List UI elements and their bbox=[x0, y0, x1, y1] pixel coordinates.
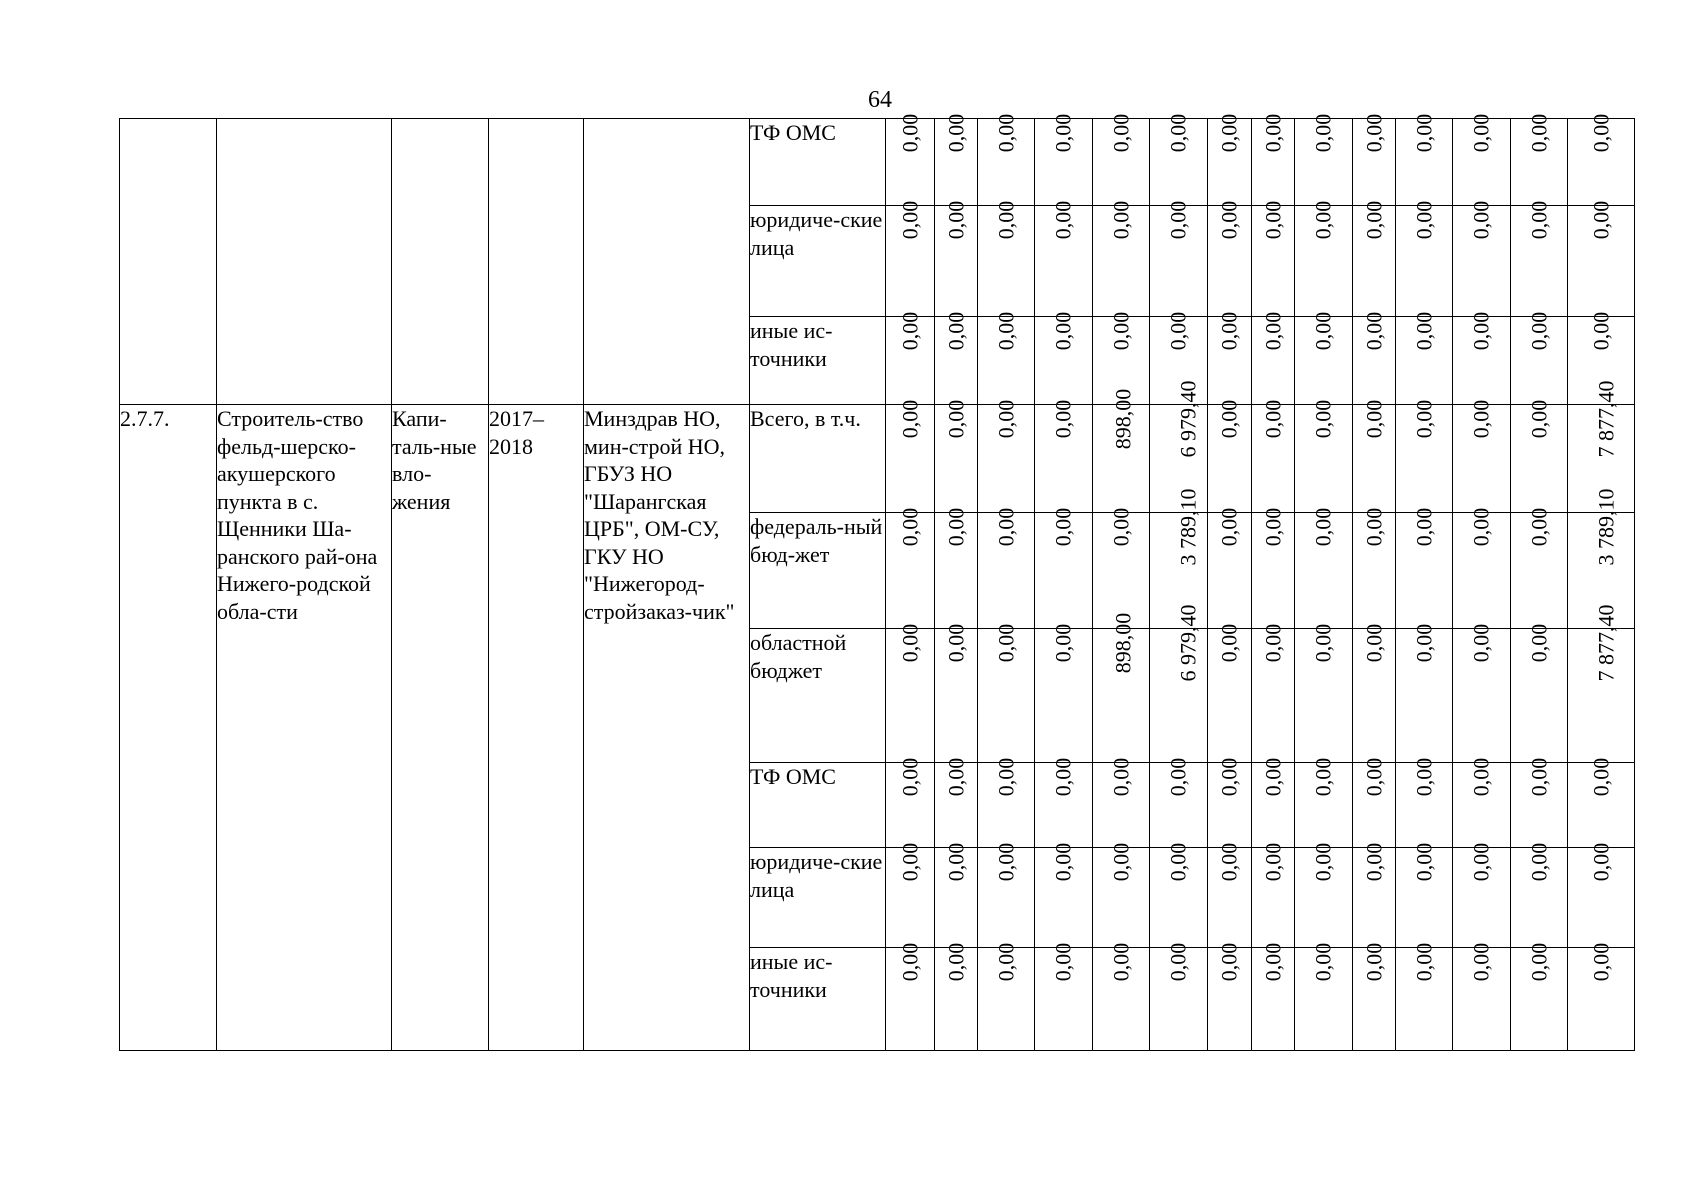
value-cell: 0,00 bbox=[978, 763, 1035, 848]
value-cell: 0,00 bbox=[1353, 405, 1396, 513]
value-cell: 6 979,40 bbox=[1150, 629, 1208, 763]
value-cell: 0,00 bbox=[1035, 848, 1093, 948]
value-cell: 0,00 bbox=[1093, 513, 1150, 629]
value-cell: 0,00 bbox=[1453, 119, 1511, 206]
value-cell: 0,00 bbox=[1208, 317, 1252, 405]
value-cell: 0,00 bbox=[1093, 948, 1150, 1051]
value-cell: 0,00 bbox=[1353, 948, 1396, 1051]
source-cell: Всего, в т.ч. bbox=[750, 405, 886, 513]
value-cell: 0,00 bbox=[1295, 317, 1353, 405]
value-cell: 0,00 bbox=[1511, 119, 1568, 206]
value-cell: 0,00 bbox=[1150, 948, 1208, 1051]
value-cell: 0,00 bbox=[1252, 317, 1295, 405]
value-cell: 0,00 bbox=[1208, 119, 1252, 206]
value-cell: 0,00 bbox=[935, 405, 978, 513]
value-cell: 0,00 bbox=[1093, 317, 1150, 405]
value-cell: 0,00 bbox=[1396, 119, 1453, 206]
value-cell: 0,00 bbox=[1252, 629, 1295, 763]
value-cell: 0,00 bbox=[1252, 405, 1295, 513]
item-name: Строитель-ство фельд-шерско-акушерского пункта в с. Щенники Ша-ранского рай-она Нижего-родской обла-сти bbox=[217, 405, 392, 1051]
value-cell: 6 979,40 bbox=[1150, 405, 1208, 513]
value-cell: 0,00 bbox=[1511, 317, 1568, 405]
value-cell: 3 789,10 bbox=[1568, 513, 1635, 629]
value-cell: 0,00 bbox=[1035, 206, 1093, 317]
value-cell: 0,00 bbox=[1035, 629, 1093, 763]
value-cell: 0,00 bbox=[1568, 948, 1635, 1051]
value-cell: 0,00 bbox=[1353, 629, 1396, 763]
value-cell: 0,00 bbox=[1396, 317, 1453, 405]
value-cell: 0,00 bbox=[978, 119, 1035, 206]
value-cell: 0,00 bbox=[1353, 317, 1396, 405]
value-cell: 0,00 bbox=[978, 948, 1035, 1051]
value-cell: 0,00 bbox=[935, 513, 978, 629]
value-cell: 0,00 bbox=[1150, 206, 1208, 317]
value-cell: 0,00 bbox=[886, 513, 935, 629]
source-cell: иные ис-точники bbox=[750, 948, 886, 1051]
value-cell: 0,00 bbox=[1093, 848, 1150, 948]
value-cell: 0,00 bbox=[935, 206, 978, 317]
value-cell: 0,00 bbox=[978, 513, 1035, 629]
value-cell: 0,00 bbox=[1252, 119, 1295, 206]
empty-cell bbox=[489, 119, 584, 405]
value-cell: 0,00 bbox=[886, 119, 935, 206]
value-cell: 0,00 bbox=[1295, 206, 1353, 317]
source-cell: ТФ ОМС bbox=[750, 119, 886, 206]
value-cell: 0,00 bbox=[1252, 848, 1295, 948]
source-cell: областной бюджет bbox=[750, 629, 886, 763]
value-cell: 0,00 bbox=[1453, 206, 1511, 317]
value-cell: 0,00 bbox=[1511, 513, 1568, 629]
value-cell: 0,00 bbox=[1035, 513, 1093, 629]
value-cell: 0,00 bbox=[1396, 513, 1453, 629]
value-cell: 0,00 bbox=[1396, 206, 1453, 317]
value-cell: 0,00 bbox=[1511, 405, 1568, 513]
value-cell: 0,00 bbox=[935, 848, 978, 948]
value-cell: 0,00 bbox=[1568, 848, 1635, 948]
value-cell: 3 789,10 bbox=[1150, 513, 1208, 629]
value-cell: 0,00 bbox=[978, 629, 1035, 763]
value-cell: 0,00 bbox=[1568, 763, 1635, 848]
value-cell: 0,00 bbox=[935, 119, 978, 206]
value-cell: 0,00 bbox=[886, 948, 935, 1051]
value-cell: 0,00 bbox=[1093, 206, 1150, 317]
value-cell: 0,00 bbox=[1511, 948, 1568, 1051]
budget-table bbox=[119, 113, 1635, 1051]
value-cell: 0,00 bbox=[1208, 948, 1252, 1051]
value-cell: 0,00 bbox=[1453, 763, 1511, 848]
table-row bbox=[120, 119, 1635, 206]
value-cell: 0,00 bbox=[1295, 405, 1353, 513]
empty-cell bbox=[584, 119, 750, 405]
value-cell: 0,00 bbox=[935, 948, 978, 1051]
value-cell: 0,00 bbox=[1093, 763, 1150, 848]
value-cell: 0,00 bbox=[1093, 119, 1150, 206]
value-cell: 0,00 bbox=[886, 629, 935, 763]
empty-cell bbox=[217, 119, 392, 405]
value-cell: 0,00 bbox=[1208, 848, 1252, 948]
value-cell: 0,00 bbox=[1396, 763, 1453, 848]
value-cell: 0,00 bbox=[978, 405, 1035, 513]
value-cell: 0,00 bbox=[1453, 948, 1511, 1051]
value-cell: 0,00 bbox=[1295, 119, 1353, 206]
value-cell: 0,00 bbox=[1295, 948, 1353, 1051]
value-cell: 0,00 bbox=[1511, 848, 1568, 948]
value-cell: 0,00 bbox=[1035, 317, 1093, 405]
value-cell: 0,00 bbox=[1568, 206, 1635, 317]
value-cell: 0,00 bbox=[1568, 317, 1635, 405]
source-cell: иные ис-точники bbox=[750, 317, 886, 405]
value-cell: 0,00 bbox=[1453, 317, 1511, 405]
item-executor: Минздрав НО, мин-строй НО, ГБУЗ НО "Шарангская ЦРБ", ОМ-СУ, ГКУ НО "Нижегород-стройзаказ-чик" bbox=[584, 405, 750, 1051]
value-cell: 0,00 bbox=[1295, 848, 1353, 948]
value-cell: 0,00 bbox=[886, 206, 935, 317]
value-cell: 0,00 bbox=[1208, 405, 1252, 513]
value-cell: 0,00 bbox=[1353, 119, 1396, 206]
value-cell: 7 877,40 bbox=[1568, 405, 1635, 513]
value-cell: 0,00 bbox=[1150, 317, 1208, 405]
value-cell: 0,00 bbox=[1208, 513, 1252, 629]
value-cell: 0,00 bbox=[935, 763, 978, 848]
empty-cell bbox=[392, 119, 489, 405]
value-cell: 0,00 bbox=[935, 629, 978, 763]
value-cell: 0,00 bbox=[1396, 948, 1453, 1051]
source-cell: федераль-ный бюд-жет bbox=[750, 513, 886, 629]
value-cell: 0,00 bbox=[886, 848, 935, 948]
value-cell: 0,00 bbox=[1453, 513, 1511, 629]
value-cell: 0,00 bbox=[978, 206, 1035, 317]
value-cell: 0,00 bbox=[1295, 763, 1353, 848]
value-cell: 0,00 bbox=[1208, 763, 1252, 848]
value-cell: 0,00 bbox=[1150, 763, 1208, 848]
value-cell: 898,00 bbox=[1093, 629, 1150, 763]
value-cell: 0,00 bbox=[1511, 629, 1568, 763]
value-cell: 0,00 bbox=[1150, 119, 1208, 206]
value-cell: 0,00 bbox=[1252, 206, 1295, 317]
source-cell: юридиче-ские лица bbox=[750, 848, 886, 948]
value-cell: 0,00 bbox=[1353, 206, 1396, 317]
source-cell: юридиче-ские лица bbox=[750, 206, 886, 317]
value-cell: 0,00 bbox=[1511, 206, 1568, 317]
value-cell: 0,00 bbox=[1353, 848, 1396, 948]
value-cell: 0,00 bbox=[1353, 763, 1396, 848]
value-cell: 898,00 bbox=[1093, 405, 1150, 513]
value-cell: 0,00 bbox=[1396, 629, 1453, 763]
value-cell: 0,00 bbox=[1035, 763, 1093, 848]
table-row bbox=[120, 405, 1635, 513]
value-cell: 0,00 bbox=[1150, 848, 1208, 948]
value-cell: 0,00 bbox=[1453, 629, 1511, 763]
value-cell: 0,00 bbox=[1295, 629, 1353, 763]
value-cell: 0,00 bbox=[886, 317, 935, 405]
value-cell: 0,00 bbox=[1453, 405, 1511, 513]
value-cell: 0,00 bbox=[1295, 513, 1353, 629]
source-cell: ТФ ОМС bbox=[750, 763, 886, 848]
value-cell: 0,00 bbox=[978, 317, 1035, 405]
item-number: 2.7.7. bbox=[120, 405, 217, 1051]
value-cell: 0,00 bbox=[1511, 763, 1568, 848]
value-cell: 7 877,40 bbox=[1568, 629, 1635, 763]
value-cell: 0,00 bbox=[1035, 119, 1093, 206]
value-cell: 0,00 bbox=[978, 848, 1035, 948]
value-cell: 0,00 bbox=[1396, 848, 1453, 948]
value-cell: 0,00 bbox=[1035, 405, 1093, 513]
empty-cell bbox=[120, 119, 217, 405]
value-cell: 0,00 bbox=[1252, 948, 1295, 1051]
value-cell: 0,00 bbox=[1453, 848, 1511, 948]
page-number: 64 bbox=[868, 87, 892, 113]
value-cell: 0,00 bbox=[1252, 763, 1295, 848]
value-cell: 0,00 bbox=[1568, 119, 1635, 206]
value-cell: 0,00 bbox=[1353, 513, 1396, 629]
value-cell: 0,00 bbox=[886, 763, 935, 848]
value-cell: 0,00 bbox=[886, 405, 935, 513]
item-period: 2017–2018 bbox=[489, 405, 584, 1051]
value-cell: 0,00 bbox=[935, 317, 978, 405]
value-cell: 0,00 bbox=[1208, 206, 1252, 317]
value-cell: 0,00 bbox=[1208, 629, 1252, 763]
value-cell: 0,00 bbox=[1396, 405, 1453, 513]
value-cell: 0,00 bbox=[1035, 948, 1093, 1051]
item-type: Капи-таль-ные вло-жения bbox=[392, 405, 489, 1051]
value-cell: 0,00 bbox=[1252, 513, 1295, 629]
